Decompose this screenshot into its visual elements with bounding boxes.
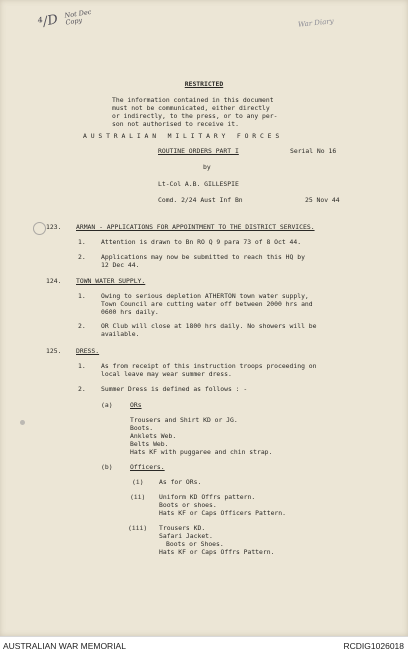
sub-item-number: (ii) [130,493,146,501]
dress-line: Hats KF or Caps Offrs Pattern. [159,548,275,556]
item-heading: DRESS. [76,347,100,355]
dress-line: Anklets Web. [130,432,177,440]
item-number: 125. [46,347,62,355]
sub-item-number: (i) [132,478,144,486]
para-line: 0600 hrs daily. [101,308,159,316]
by-line: by [203,163,211,171]
dress-line: Hats KF with puggaree and chin strap. [130,448,273,456]
archive-footer [0,636,408,654]
footer-source: AUSTRALIAN WAR MEMORIAL [3,641,126,651]
punch-hole-mark [20,420,25,425]
caveat-line-1: The information contained in this document [112,96,274,104]
order-date: 25 Nov 44 [305,196,340,204]
para-line: Attention is drawn to Bn RO Q 9 para 73 of 8 Oct 44. [101,238,302,246]
para-line: available. [101,330,140,338]
subpara-heading: Officers. [130,463,165,471]
para-line: As from receipt of this instruction troops proceeding on [101,362,317,370]
caveat-line-4: son not authorised to receive it. [112,120,239,128]
force-heading: A U S T R A L I A N M I L I T A R Y F O R C E S [83,132,280,140]
unit-line: Comd. 2/24 Aust Inf Bn [158,196,243,204]
classification-heading: RESTRICTED [184,80,224,88]
para-line: Summer Dress is defined as follows : - [101,385,248,393]
item-number: 124. [46,277,62,285]
dress-line: Safari Jacket. [159,532,213,540]
para-line: 12 Dec 44. [101,261,140,269]
subpara-heading: ORs [130,401,142,409]
serial-number: Serial No 16 [290,147,337,155]
para-line: Applications may now be submitted to reach this HQ by [101,253,305,261]
para-line: Owing to serious depletion ATHERTON town water supply, [101,292,309,300]
dress-line: As for ORs. [159,478,202,486]
subpara-label: (a) [101,401,113,409]
para-number: 1. [78,362,86,370]
dress-line: Boots or Shoes. [166,540,224,548]
para-line: Town Council are cutting water off between 2000 hrs and [101,300,313,308]
dress-line: Hats KF or Caps Officers Pattern. [159,509,286,517]
dress-line: Boots. [130,424,154,432]
para-line: local leave may wear summer dress. [101,370,232,378]
officer-name: Lt-Col A.B. GILLESPIE [158,180,239,188]
dress-line: Uniform KD Offrs pattern. [159,493,256,501]
item-heading: ARMAN - APPLICATIONS FOR APPOINTMENT TO THE DISTRICT SERVICES. [76,223,315,231]
para-number: 1. [78,238,86,246]
dress-line: Trousers and Shirt KD or JG. [130,416,238,424]
dress-line: Boots or shoes. [159,501,217,509]
footer-record-id: RCDIG1026018 [343,641,404,651]
dress-line: Trousers KD. [159,524,206,532]
para-number: 2. [78,322,86,330]
item-heading: TOWN WATER SUPPLY. [76,277,146,285]
handwritten-mark-initials: ⁴/D [36,12,60,31]
dress-line: Belts Web. [130,440,169,448]
para-number: 1. [78,292,86,300]
para-number: 2. [78,253,86,261]
para-line: OR Club will close at 1800 hrs daily. No showers will be [101,322,317,330]
item-number: 123. [46,223,62,231]
handwritten-note-top-left: Not Dec Copy [64,7,92,27]
orders-title: ROUTINE ORDERS PART I [158,147,239,155]
para-number: 2. [78,385,86,393]
ink-mark [33,222,46,235]
caveat-line-3: or indirectly, to the press, or to any per- [112,112,278,120]
handwritten-note-top-right: War Diary [297,17,334,29]
sub-item-number: (iii) [128,524,148,532]
caveat-line-2: must not be communicated, either directly [112,104,270,112]
subpara-label: (b) [101,463,113,471]
